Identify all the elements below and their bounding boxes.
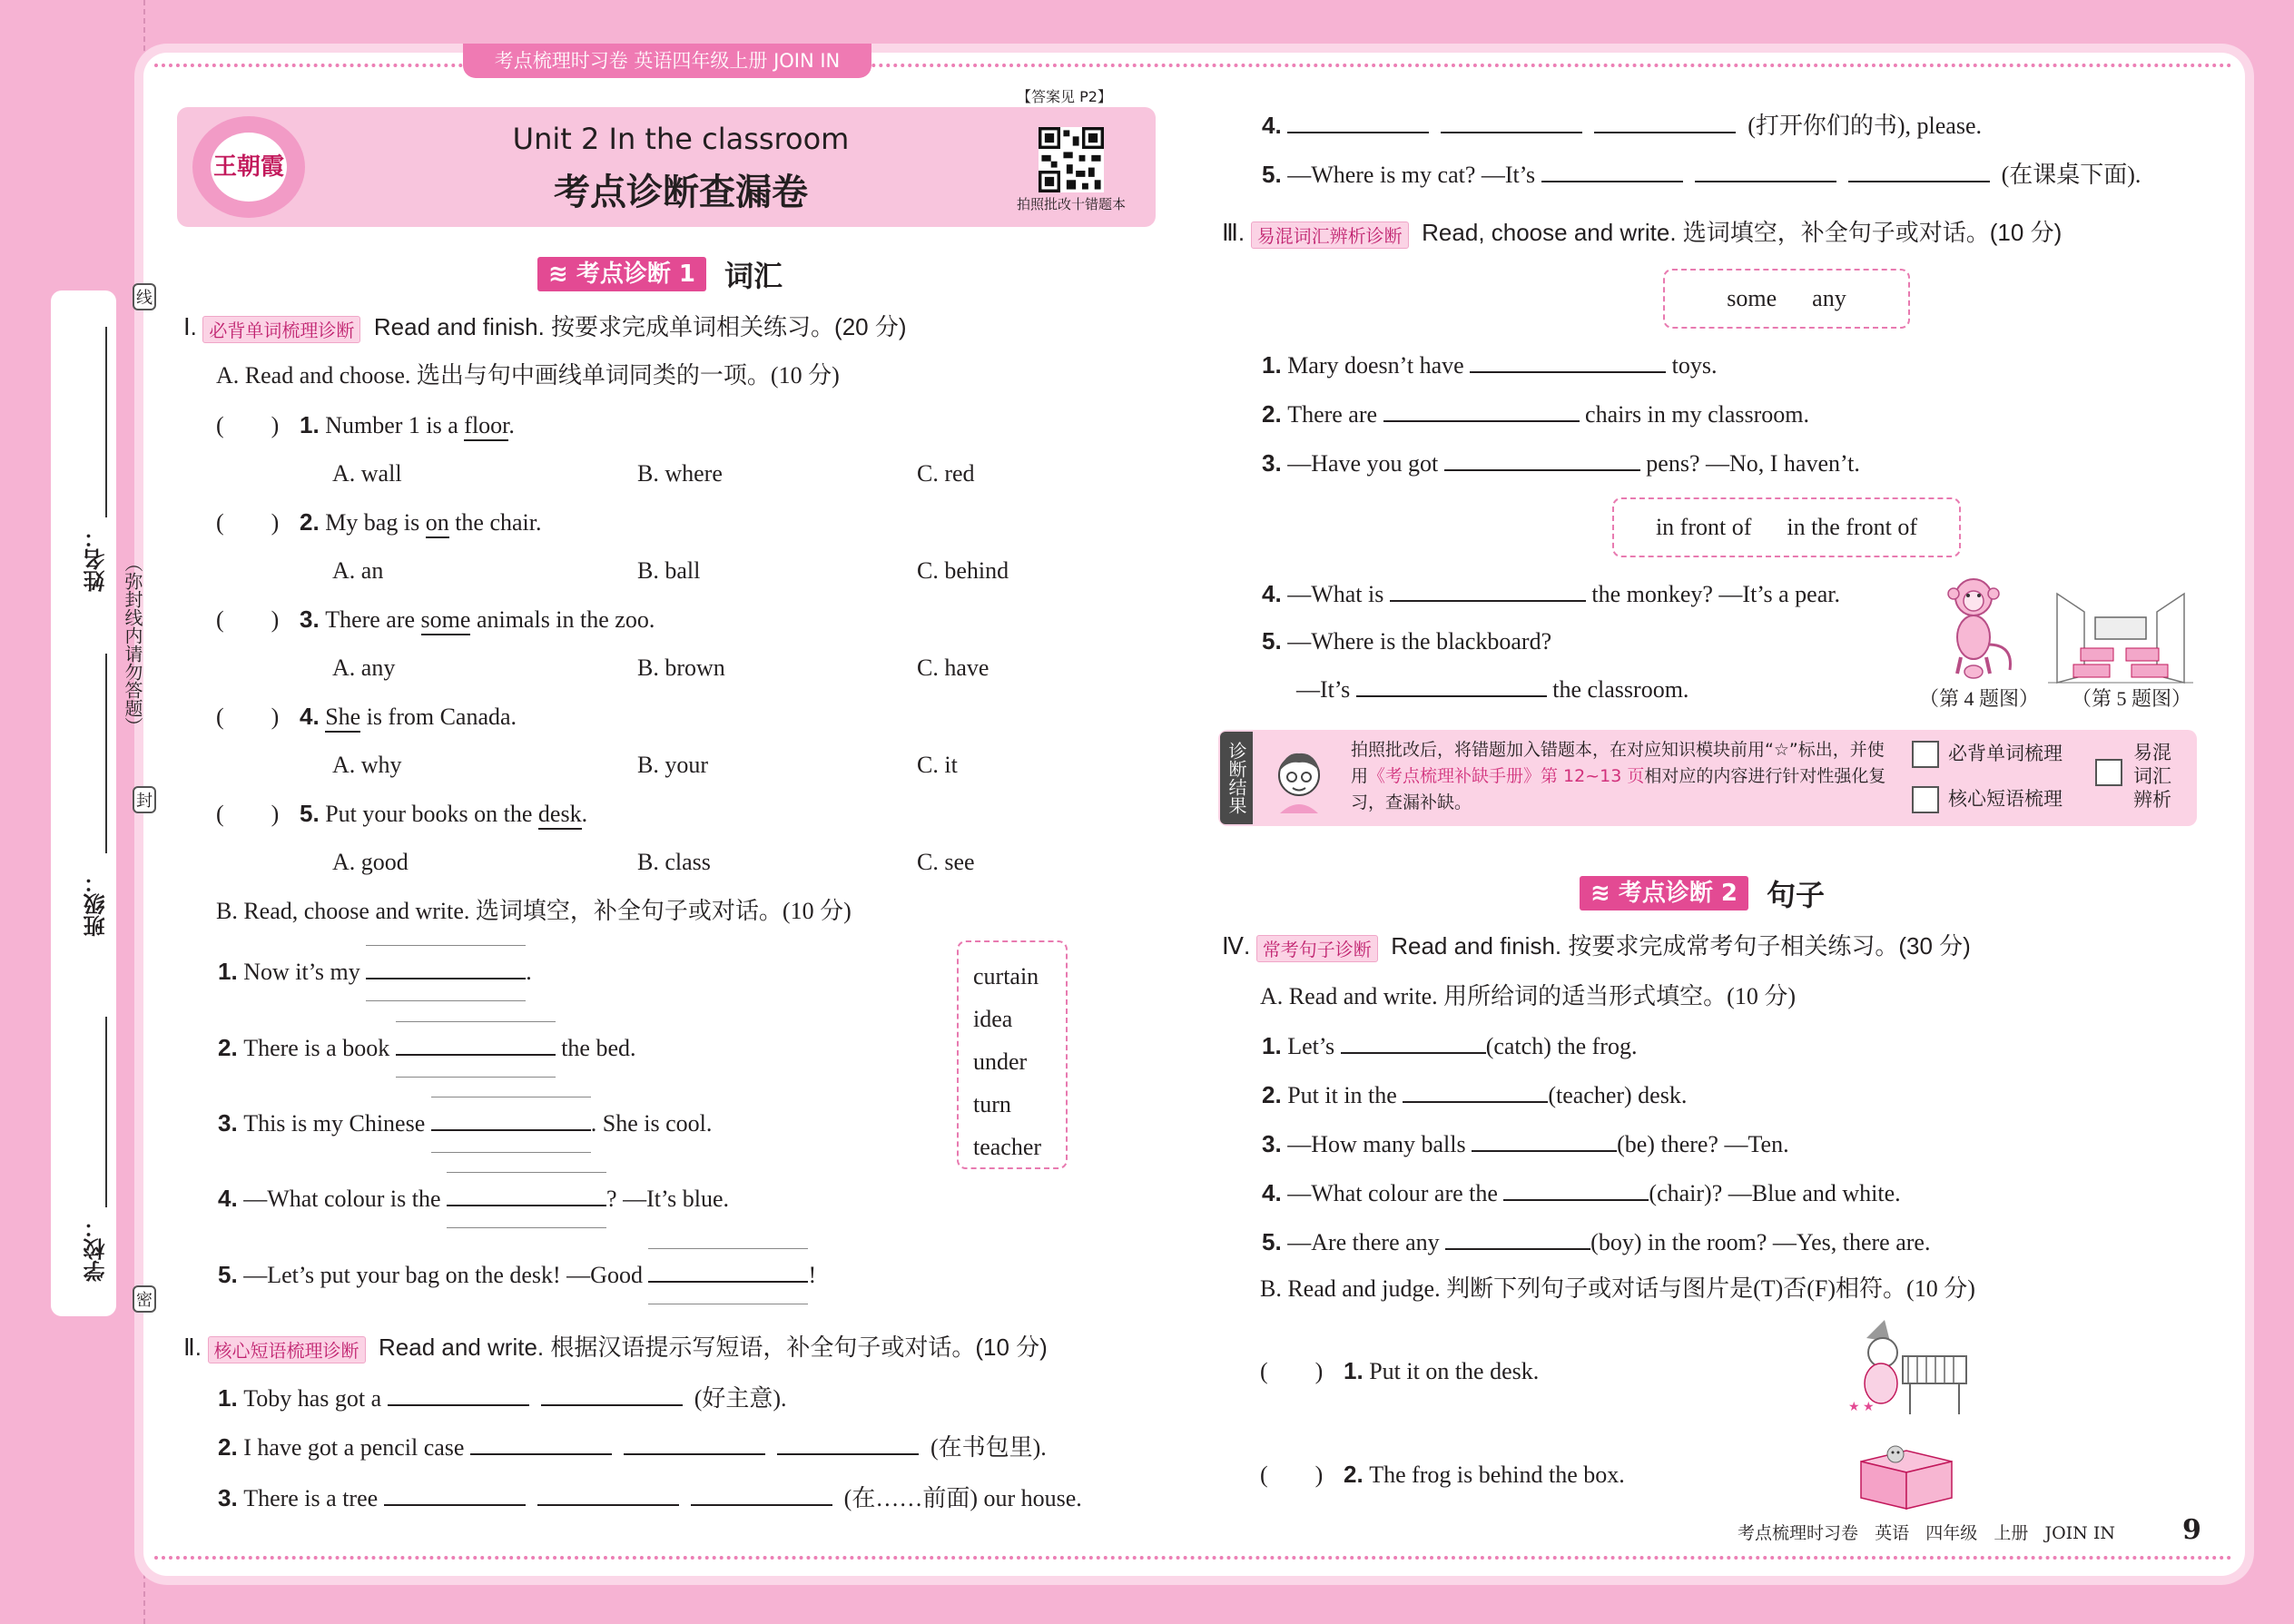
question-text: There are — [1287, 401, 1383, 428]
answer-blank[interactable] — [1541, 161, 1683, 182]
question-number: 5. — [218, 1261, 238, 1288]
school-label: 学校： — [84, 1216, 109, 1282]
question-number: 1. — [1344, 1357, 1364, 1384]
question-number: 5. — [1262, 1228, 1282, 1255]
answer-blank[interactable] — [1445, 1228, 1590, 1250]
qr-code-icon[interactable] — [1039, 127, 1104, 192]
part4-B-instruction: B. Read and judge. 判断下列句子或对话与图片是(T)否(F)相符。(10 分) — [1260, 1275, 1975, 1302]
part3-word-box-2: in front of in the front of — [1612, 497, 1961, 557]
question-text: is from Canada. — [360, 704, 517, 730]
answer-blank[interactable] — [431, 1109, 591, 1131]
part1-A-instruction: A. Read and choose. 选出与句中画线单词同类的一项。(10 分) — [216, 362, 840, 389]
answer-blank[interactable] — [447, 1185, 606, 1206]
answer-blank-triple[interactable] — [431, 1109, 591, 1138]
classroom-image — [2048, 585, 2193, 684]
answer-blank[interactable] — [1444, 449, 1640, 471]
section2-title: 句子 — [1766, 878, 1825, 912]
part2-heading: Ⅱ. 核心短语梳理诊断 Read and write. 根据汉语提示写短语，补全句子或对话。(10 分) — [183, 1334, 1048, 1363]
question-text: —What is — [1287, 581, 1390, 607]
answer-blank[interactable] — [1403, 1081, 1548, 1103]
answer-blank-triple[interactable] — [447, 1185, 606, 1214]
guide-line — [366, 1000, 526, 1001]
question-row — [1262, 1129, 1789, 1159]
caption-q5: （第 5 题图） — [2072, 687, 2192, 710]
question-text: our house. — [977, 1485, 1082, 1511]
answer-blank[interactable] — [648, 1261, 808, 1283]
word-hint: (catch) — [1485, 1033, 1551, 1059]
answer-blank[interactable] — [541, 1384, 683, 1406]
seal-note: （弥封线内请勿答题） — [122, 554, 143, 735]
question-row — [1260, 1460, 1625, 1490]
question-text: The frog is behind the box. — [1369, 1462, 1625, 1488]
answer-blank[interactable] — [366, 958, 526, 979]
answer-option[interactable]: A. wall — [332, 460, 402, 487]
question-row — [218, 1260, 816, 1290]
answer-paren[interactable]: ( ) — [216, 509, 280, 536]
question-row — [218, 1483, 1082, 1513]
answer-blank[interactable] — [537, 1484, 679, 1506]
section1-title: 词汇 — [724, 259, 783, 293]
question-text: Put it in the — [1287, 1082, 1403, 1108]
answer-reference: 【答案见 P2】 — [1017, 88, 1112, 105]
question-number: 2. — [218, 1034, 238, 1061]
part3-item5-line2: —It’s the classroom. — [1296, 676, 1689, 703]
question-row — [1262, 1080, 1687, 1110]
question-text: This is my Chinese — [243, 1110, 431, 1137]
seal-mark-line: 线 — [133, 283, 156, 310]
check-confusable-label: 易混词汇辨析 — [2133, 742, 2171, 811]
part4-heading: Ⅳ. 常考句子诊断 Read and finish. 按要求完成常考句子相关练习。(30 分) — [1222, 932, 1971, 961]
answer-blank[interactable] — [1470, 351, 1666, 373]
answer-blank[interactable] — [1441, 112, 1582, 133]
answer-option[interactable]: C. behind — [917, 557, 1009, 584]
answer-blank[interactable] — [624, 1433, 765, 1455]
class-line — [105, 654, 107, 853]
question-row — [1262, 111, 1982, 141]
guide-line — [366, 945, 526, 946]
question-number: 5. — [1262, 161, 1282, 188]
paper-title: 考点诊断查漏卷 — [554, 172, 808, 213]
part3-heading: Ⅲ. 易混词汇辨析诊断 Read, choose and write. 选词填空，补全句子或对话。(10 分) — [1222, 219, 2063, 248]
answer-paren[interactable]: ( ) — [216, 704, 280, 730]
part1-tag: 必背单词梳理诊断 — [202, 316, 360, 343]
question-text: ! — [808, 1262, 817, 1288]
question-number: 4. — [1262, 112, 1282, 139]
question-text: —What colour is the — [243, 1186, 448, 1212]
answer-blank[interactable] — [1848, 161, 1990, 182]
question-text: —Where is the blackboard? — [1287, 628, 1552, 655]
underlined-word: some — [421, 606, 471, 635]
answer-paren[interactable]: ( ) — [216, 606, 280, 633]
question-text: animals in the zoo. — [470, 606, 655, 633]
svg-text:★ ★: ★ ★ — [1848, 1401, 1875, 1414]
question-text: ? —It’s blue. — [606, 1186, 730, 1212]
guide-line — [396, 1021, 556, 1022]
page-number: 9 — [2182, 1514, 2201, 1546]
question-row — [1262, 1031, 1637, 1061]
question-number: 2. — [1344, 1461, 1364, 1488]
answer-blank[interactable] — [1695, 161, 1836, 182]
question-number: 5. — [1262, 627, 1282, 655]
school-line — [105, 1017, 107, 1207]
question-row — [216, 410, 515, 440]
part4-tag: 常考句子诊断 — [1256, 935, 1378, 962]
part3-tag: 易混词汇辨析诊断 — [1251, 221, 1409, 249]
part1-B-instruction: B. Read, choose and write. 选词填空，补全句子或对话。(10 分) — [216, 898, 852, 924]
section1-badge: ≋ 考点诊断 1 — [537, 257, 706, 291]
question-number: 4. — [1262, 580, 1282, 607]
answer-option[interactable]: A. an — [332, 557, 384, 584]
question-number: 1. — [1262, 351, 1282, 379]
question-number: 4. — [1262, 1179, 1282, 1206]
question-number: 1. — [300, 411, 320, 438]
question-row — [1262, 448, 1860, 478]
diagnosis-label: 诊断结果 — [1220, 732, 1253, 824]
answer-blank[interactable] — [396, 1034, 556, 1056]
chinese-hint: (打开你们的书) — [1748, 113, 1905, 139]
question-number: 2. — [218, 1433, 238, 1461]
question-row — [218, 1184, 729, 1214]
answer-blank[interactable] — [384, 1484, 526, 1506]
question-text: in the room? —Yes, there are. — [1641, 1229, 1931, 1255]
part3-instruction: Read, choose and write. 选词填空，补全句子或对话。(10 分) — [1422, 219, 2063, 246]
piano-cat-image — [1839, 1320, 1975, 1420]
guide-line — [447, 1227, 606, 1228]
word-hint: (boy) — [1590, 1229, 1642, 1255]
question-text: Put your books on the — [325, 801, 538, 827]
question-text: . — [508, 412, 515, 438]
checkbox[interactable] — [2095, 759, 2122, 786]
question-row — [1260, 1356, 1539, 1386]
answer-option[interactable]: B. where — [637, 460, 723, 487]
guide-line — [431, 1152, 591, 1153]
answer-paren[interactable]: ( ) — [216, 801, 280, 827]
section1-heading — [537, 256, 783, 292]
question-text: Mary doesn’t have — [1287, 352, 1471, 379]
name-line — [105, 327, 107, 517]
question-text: there? —Ten. — [1654, 1131, 1789, 1157]
answer-blank[interactable] — [1287, 112, 1429, 133]
box-frog-image — [1852, 1438, 1961, 1511]
question-text: Toby has got a — [243, 1385, 388, 1412]
question-text: the frog. — [1551, 1033, 1638, 1059]
underlined-word: desk — [538, 801, 582, 830]
question-text: —How many balls — [1287, 1131, 1472, 1157]
question-number: 2. — [1262, 1081, 1282, 1108]
answer-blank[interactable] — [777, 1433, 919, 1455]
question-number: 3. — [218, 1109, 238, 1137]
unit-title: Unit 2 In the classroom — [512, 122, 850, 156]
monkey-pear-image — [1934, 572, 2024, 681]
question-number: 1. — [1262, 1032, 1282, 1059]
word-option: curtain — [973, 963, 1039, 989]
question-text: desk. — [1631, 1082, 1688, 1108]
answer-option[interactable]: C. it — [917, 752, 958, 778]
question-text: the chair. — [448, 509, 542, 536]
answer-paren[interactable]: ( ) — [216, 412, 280, 438]
question-text: Let’s — [1287, 1033, 1341, 1059]
question-number: 1. — [218, 1384, 238, 1412]
answer-blank[interactable] — [1341, 1032, 1486, 1054]
answer-option[interactable]: B. your — [637, 752, 708, 778]
caption-q4: （第 4 题图） — [1919, 687, 2040, 710]
question-text: I have got a pencil case — [243, 1434, 470, 1461]
part1-instruction: Read and finish. 按要求完成单词相关练习。(20 分) — [373, 313, 907, 340]
chinese-hint: (在课桌下面). — [2001, 162, 2141, 188]
guide-line — [648, 1248, 808, 1249]
guide-line — [396, 1077, 556, 1078]
chinese-hint: (好主意). — [694, 1385, 787, 1412]
section2-badge: ≋ 考点诊断 2 — [1580, 876, 1748, 910]
answer-blank-triple[interactable] — [396, 1034, 556, 1063]
question-number: 3. — [1262, 449, 1282, 477]
answer-option[interactable]: B. ball — [637, 557, 701, 584]
question-text: —Blue and white. — [1722, 1180, 1901, 1206]
word-option: idea — [973, 1006, 1013, 1032]
question-text: —Let’s put your bag on the desk! —Good — [243, 1262, 649, 1288]
answer-option[interactable]: B. class — [637, 849, 711, 875]
question-text: There is a tree — [243, 1485, 384, 1511]
question-row — [218, 1108, 712, 1138]
diagnosis-text: 拍照批改后，将错题加入错题本，在对应知识模块前用“☆”标出，并使用《考点梳理补缺手册》第 12~13 页相对应的内容进行针对性强化复习，查漏补缺。 — [1351, 740, 1886, 812]
question-text: pens? —No, I haven’t. — [1639, 450, 1860, 477]
question-row — [1262, 399, 1809, 429]
question-number: 3. — [300, 605, 320, 633]
question-number: 1. — [218, 958, 238, 985]
footer-text: 考点梳理时习卷 英语 四年级 上册 JOIN IN — [1738, 1523, 2115, 1543]
question-row — [218, 957, 532, 987]
question-number: 3. — [1262, 1130, 1282, 1157]
question-number: 3. — [218, 1484, 238, 1511]
question-text: the monkey? —It’s a pear. — [1585, 581, 1840, 607]
answer-blank-triple[interactable] — [366, 958, 526, 987]
part3-word-box-1: some any — [1663, 269, 1910, 329]
qr-caption: 拍照批改十错题本 — [1016, 196, 1126, 212]
brand-logo-text: 王朝霞 — [211, 133, 287, 202]
question-row — [1262, 350, 1718, 380]
question-row — [218, 1383, 787, 1413]
question-number: 4. — [218, 1185, 238, 1212]
checkbox[interactable] — [1912, 741, 1939, 768]
answer-blank[interactable] — [1383, 400, 1580, 422]
question-number: 2. — [1262, 400, 1282, 428]
answer-option[interactable]: A. good — [332, 849, 409, 875]
underlined-word: floor — [464, 412, 508, 441]
underlined-word: on — [426, 509, 449, 538]
answer-blank[interactable] — [1503, 1179, 1649, 1201]
series-tab: 考点梳理时习卷 英语四年级上册 JOIN IN — [463, 44, 871, 78]
question-text: the bed. — [555, 1035, 636, 1061]
word-option: turn — [973, 1091, 1011, 1117]
part2-tag: 核心短语梳理诊断 — [208, 1336, 366, 1363]
part1-heading: Ⅰ. 必背单词梳理诊断 Read and finish. 按要求完成单词相关练习。(20 分) — [183, 313, 907, 342]
question-number: 2. — [300, 508, 320, 536]
word-hint: (be) — [1617, 1131, 1655, 1157]
question-text: There are — [325, 606, 421, 633]
question-row — [218, 1432, 1047, 1462]
check-confusable[interactable] — [2095, 757, 2132, 786]
chinese-hint: (在……前面) — [843, 1485, 978, 1511]
seal-mark-seal: 封 — [133, 786, 156, 813]
answer-option[interactable]: A. why — [332, 752, 402, 778]
bottom-wave-border — [154, 1549, 2233, 1560]
student-avatar-icon — [1267, 744, 1331, 813]
question-number: 5. — [300, 800, 320, 827]
question-text: , please. — [1905, 113, 1982, 139]
answer-option[interactable]: B. brown — [637, 655, 725, 681]
part1-B-word-box — [957, 940, 1068, 1169]
question-text: chairs in my classroom. — [1579, 401, 1809, 428]
question-row — [1262, 579, 1840, 609]
name-label: 姓名： — [84, 527, 109, 592]
question-text: Number 1 is a — [325, 412, 465, 438]
word-option: teacher — [973, 1134, 1042, 1160]
question-text: —What colour are the — [1287, 1180, 1504, 1206]
word-hint: (teacher) — [1548, 1082, 1632, 1108]
question-row — [1262, 1178, 1901, 1208]
question-text: toys. — [1666, 352, 1718, 379]
answer-option[interactable]: C. see — [917, 849, 975, 875]
answer-option[interactable]: C. red — [917, 460, 975, 487]
question-number: 4. — [300, 703, 320, 730]
answer-blank[interactable] — [1390, 580, 1586, 602]
question-text: . — [526, 959, 532, 985]
chinese-hint: (在书包里). — [930, 1434, 1047, 1461]
checkbox[interactable] — [1912, 786, 1939, 813]
guide-line — [447, 1172, 606, 1173]
answer-paren[interactable]: ( ) — [1260, 1462, 1324, 1488]
question-text: —Where is my cat? —It’s — [1287, 162, 1541, 188]
question-row — [1262, 160, 2141, 190]
answer-blank[interactable] — [1594, 112, 1736, 133]
question-text: —Are there any — [1287, 1229, 1446, 1255]
question-row — [1262, 626, 1551, 656]
answer-blank-triple[interactable] — [648, 1261, 808, 1290]
word-option: under — [973, 1048, 1028, 1075]
answer-blank[interactable] — [470, 1433, 612, 1455]
check-core-phrases[interactable]: 核心短语梳理 — [1912, 784, 2063, 813]
answer-option[interactable]: C. have — [917, 655, 989, 681]
question-text: Put it on the desk. — [1369, 1358, 1540, 1384]
answer-blank[interactable] — [691, 1484, 832, 1506]
question-text: . She is cool. — [590, 1110, 713, 1137]
part2-instruction: Read and write. 根据汉语提示写短语，补全句子或对话。(10 分) — [379, 1334, 1048, 1361]
word-hint: (chair)? — [1649, 1180, 1723, 1206]
answer-blank[interactable] — [1472, 1130, 1617, 1152]
class-label: 班级： — [84, 871, 109, 937]
question-row — [218, 1033, 636, 1063]
answer-blank[interactable] — [388, 1384, 529, 1406]
question-text: There is a book — [243, 1035, 396, 1061]
question-row — [216, 507, 541, 537]
question-text: My bag is — [325, 509, 426, 536]
answer-option[interactable]: A. any — [332, 655, 396, 681]
question-text: Now it’s my — [243, 959, 367, 985]
part4-instruction: Read and finish. 按要求完成常考句子相关练习。(30 分) — [1391, 932, 1971, 960]
seal-mark-secret: 密 — [133, 1285, 156, 1313]
section2-heading — [1580, 875, 1825, 911]
answer-blank[interactable] — [1356, 675, 1547, 697]
question-row — [216, 799, 587, 829]
question-row — [1262, 1227, 1930, 1257]
answer-paren[interactable]: ( ) — [1260, 1358, 1324, 1384]
question-row — [216, 702, 517, 732]
underlined-word: She — [325, 704, 360, 733]
question-row — [216, 605, 655, 635]
part4-A-instruction: A. Read and write. 用所给词的适当形式填空。(10 分) — [1260, 983, 1796, 1009]
question-text: . — [581, 801, 588, 827]
check-core-words[interactable]: 必背单词梳理 — [1912, 739, 2063, 768]
question-text: —Have you got — [1287, 450, 1444, 477]
